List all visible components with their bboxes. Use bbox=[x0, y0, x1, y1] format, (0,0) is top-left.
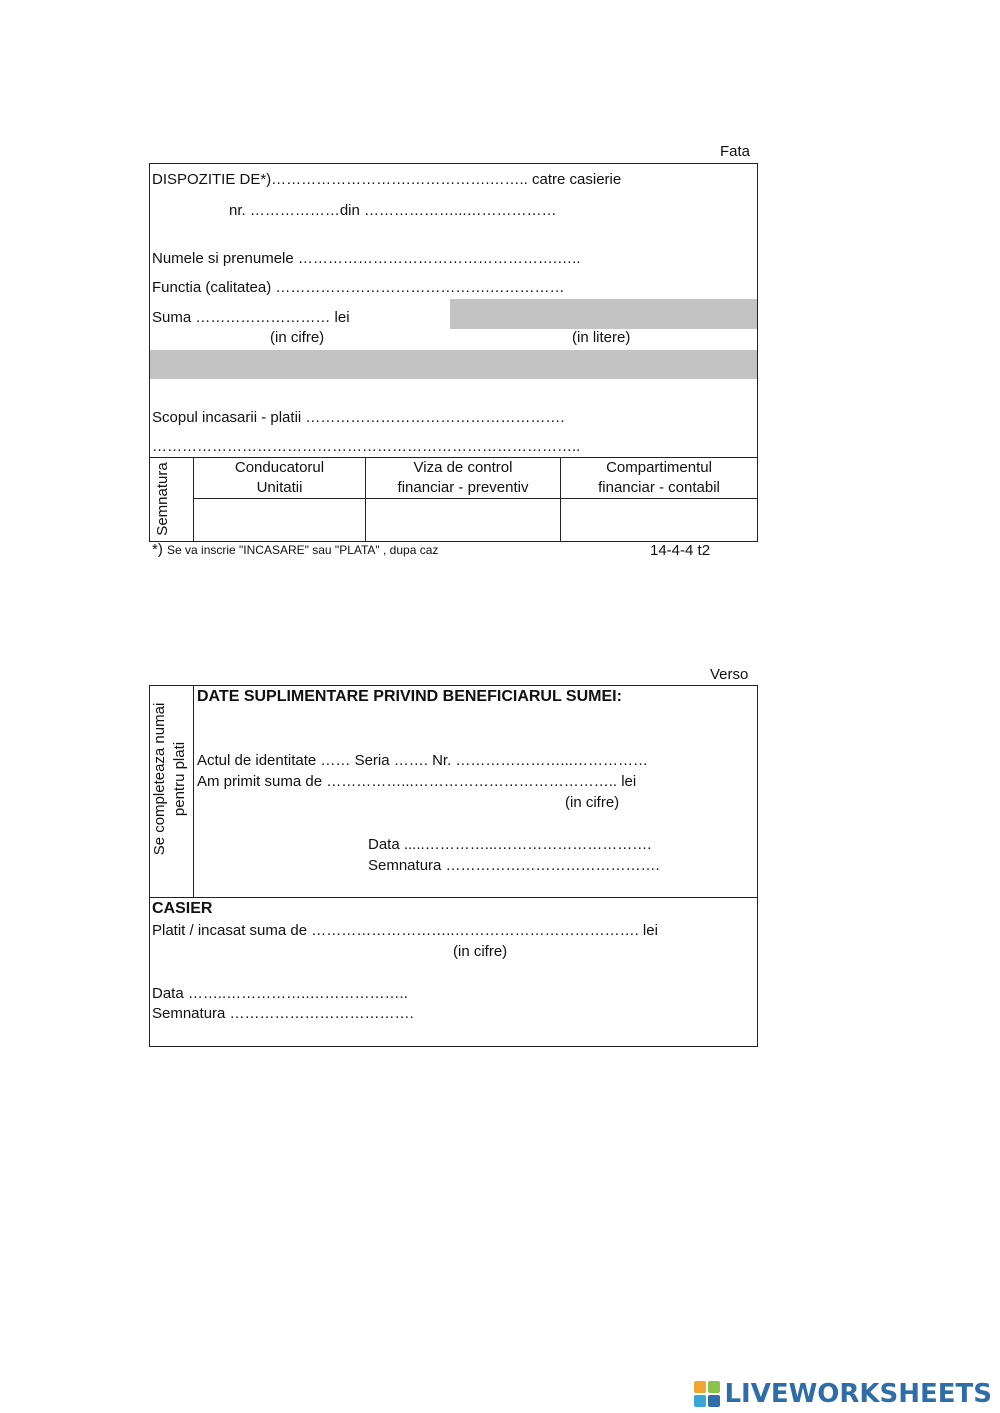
form-code: 14-4-4 t2 bbox=[650, 542, 711, 559]
logo-square-v bbox=[694, 1395, 706, 1407]
logo-square-e bbox=[708, 1395, 720, 1407]
sum-line: Suma ……………………… lei bbox=[152, 309, 350, 326]
paid-in-cifre-caption: (in cifre) bbox=[453, 943, 508, 960]
cashier-heading: CASIER bbox=[152, 900, 213, 917]
back-vertical-divider bbox=[193, 686, 194, 897]
footnote-text: Se va inscrie "INCASARE" sau "PLATA" , dupa caz bbox=[167, 543, 439, 557]
received-in-cifre-caption: (in cifre) bbox=[565, 794, 620, 811]
liveworksheets-logo bbox=[694, 1379, 992, 1409]
footnote-mark: *) bbox=[152, 541, 163, 558]
back-side-label: Verso bbox=[710, 666, 749, 683]
column-header-control-line2: financiar - preventiv bbox=[397, 479, 529, 496]
logo-square-l bbox=[694, 1381, 706, 1393]
signature-table-header-divider bbox=[193, 498, 757, 499]
purpose-dots-line: ………………………………………………………………………….. bbox=[152, 438, 581, 455]
function-line: Functia (calitatea) …………………………………….…………… bbox=[152, 279, 565, 296]
column-header-management-line1: Conducatorul bbox=[234, 459, 325, 476]
payment-only-vertical-label bbox=[150, 689, 192, 869]
beneficiary-signature-line: Semnatura ……………………………………. bbox=[368, 857, 660, 874]
payment-only-label-line2: pentru plati bbox=[171, 741, 188, 817]
cashier-date-line: Data ……..……………..……………….. bbox=[152, 985, 408, 1002]
in-cifre-caption: (in cifre) bbox=[270, 329, 325, 346]
signature-vertical-label: Semnatura bbox=[154, 462, 171, 536]
logo-square-i bbox=[708, 1381, 720, 1393]
column-header-control bbox=[366, 458, 560, 498]
column-header-control-line1: Viza de control bbox=[413, 459, 513, 476]
footnote bbox=[152, 541, 438, 558]
beneficiary-heading: DATE SUPLIMENTARE PRIVIND BENEFICIARUL SUMEI: bbox=[197, 688, 622, 705]
received-sum-line: Am primit suma de ……………...………………………………….. lei bbox=[197, 773, 637, 790]
column-header-accounting bbox=[561, 458, 757, 498]
in-litere-caption: (in litere) bbox=[572, 329, 631, 346]
column-header-accounting-line1: Compartimentul bbox=[606, 459, 712, 476]
disposition-title-line: DISPOZITIE DE*)……………………….…………….…….. catre casierie bbox=[152, 171, 622, 188]
back-section-divider bbox=[150, 897, 757, 898]
number-date-line: nr. ………………din ………………...……………… bbox=[229, 202, 557, 219]
column-header-accounting-line2: financiar - contabil bbox=[598, 479, 720, 496]
cashier-signature-line: Semnatura ………………………………. bbox=[152, 1005, 414, 1022]
sum-in-words-field[interactable] bbox=[450, 299, 757, 329]
paid-sum-line: Platit / incasat suma de ………………………..………………………………. lei bbox=[152, 922, 658, 939]
purpose-line: Scopul incasarii - platii ……………………………………………. bbox=[152, 409, 565, 426]
front-side-label: Fata bbox=[720, 143, 751, 160]
sum-in-words-continuation-field[interactable] bbox=[150, 350, 757, 379]
logo-text: LIVEWORKSHEETS bbox=[724, 1379, 992, 1409]
column-header-management bbox=[194, 458, 365, 498]
beneficiary-date-line: Data .....…………...…………………………. bbox=[368, 836, 652, 853]
name-line: Numele si prenumele …………………………………………….….. bbox=[152, 250, 581, 267]
identity-document-line: Actul de identitate …… Seria ……. Nr. …………………...…………… bbox=[197, 752, 648, 769]
logo-squares-icon bbox=[694, 1381, 720, 1407]
payment-only-label-line1: Se completeaza numai bbox=[151, 702, 168, 856]
column-header-management-line2: Unitatii bbox=[256, 479, 303, 496]
